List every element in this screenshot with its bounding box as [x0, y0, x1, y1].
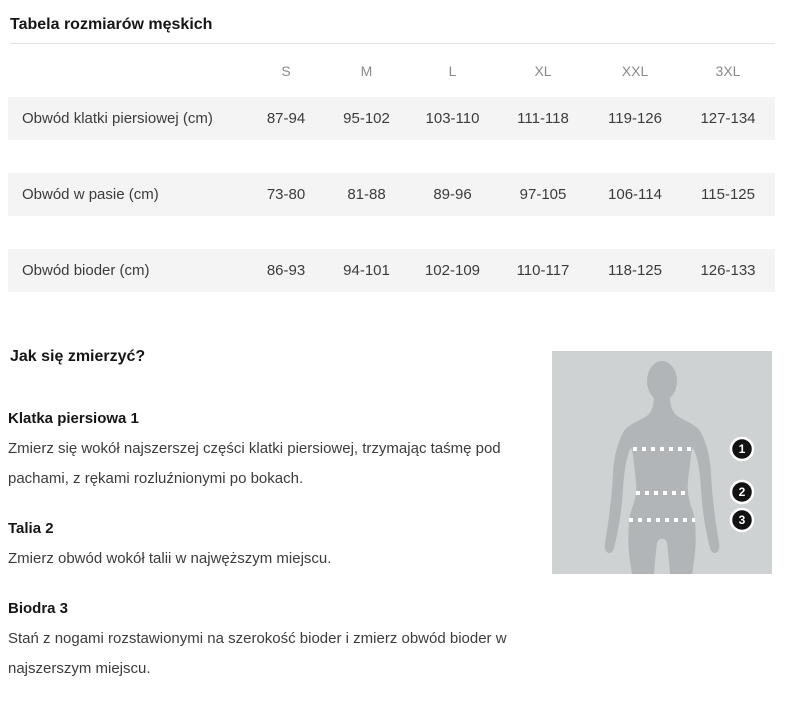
size-table-header-row [8, 44, 775, 97]
instruction-heading: Talia 2 [8, 520, 54, 537]
table-row-waist [8, 173, 775, 216]
marker-2 [731, 481, 753, 503]
instruction-heading: Klatka piersiowa 1 [8, 410, 139, 427]
column-header-l: L [448, 62, 457, 79]
size-cell: 102-109 [424, 262, 481, 279]
body-silhouette-icon [552, 351, 772, 574]
column-header-xl: XL [534, 62, 552, 79]
size-cell: 110-117 [516, 262, 570, 279]
size-cell: 94-101 [343, 262, 390, 279]
svg-text:1: 1 [738, 442, 746, 456]
instruction-text: Stań z nogami rozstawionymi na szerokość bioder i zmierz obwód bioder w najszerszym miejscu. [8, 630, 507, 677]
size-table-title: Tabela rozmiarów męskich [10, 14, 775, 44]
table-row-chest [8, 97, 775, 140]
size-cell: 95-102 [343, 110, 390, 127]
row-label: Obwód klatki piersiowej (cm) [22, 110, 213, 127]
marker-1 [731, 438, 753, 460]
size-cell: 103-110 [425, 110, 480, 127]
size-cell: 97-105 [519, 186, 567, 203]
size-cell: 118-125 [608, 262, 662, 279]
svg-text:3: 3 [738, 513, 746, 527]
column-header-s: S [281, 62, 291, 79]
instruction-hips [8, 599, 775, 684]
instruction-text: Zmierz się wokół najszerszej części klatki piersiowej, trzymając taśmę pod pachami, z rękami rozluźnionymi po bokach. [8, 440, 501, 487]
column-header-xxl: XXL [621, 62, 649, 79]
size-cell: 127-134 [700, 110, 756, 127]
measurement-figure [552, 351, 772, 574]
instruction-heading: Biodra 3 [8, 600, 69, 617]
size-cell: 89-96 [433, 186, 472, 203]
marker-3 [731, 509, 753, 531]
column-header-3xl: 3XL [715, 62, 741, 79]
column-header-m: M [360, 62, 373, 79]
size-cell: 126-133 [700, 262, 756, 279]
size-cell: 119-126 [608, 110, 662, 127]
size-cell: 73-80 [266, 186, 306, 203]
size-cell: 87-94 [266, 110, 306, 127]
size-cell: 86-93 [266, 262, 306, 279]
size-cell: 111-118 [517, 110, 569, 127]
svg-text:2: 2 [738, 485, 746, 499]
size-cell: 106-114 [608, 186, 662, 203]
measure-section [8, 346, 775, 684]
row-label: Obwód w pasie (cm) [22, 186, 159, 203]
size-cell: 115-125 [701, 186, 755, 203]
size-cell: 81-88 [347, 186, 386, 203]
instruction-text: Zmierz obwód wokół talii w najwęższym miejscu. [8, 550, 332, 567]
size-table [8, 44, 775, 292]
table-row-hips [8, 249, 775, 292]
row-label: Obwód bioder (cm) [22, 262, 150, 279]
measure-section-title: Jak się zmierzyć? [10, 348, 146, 365]
